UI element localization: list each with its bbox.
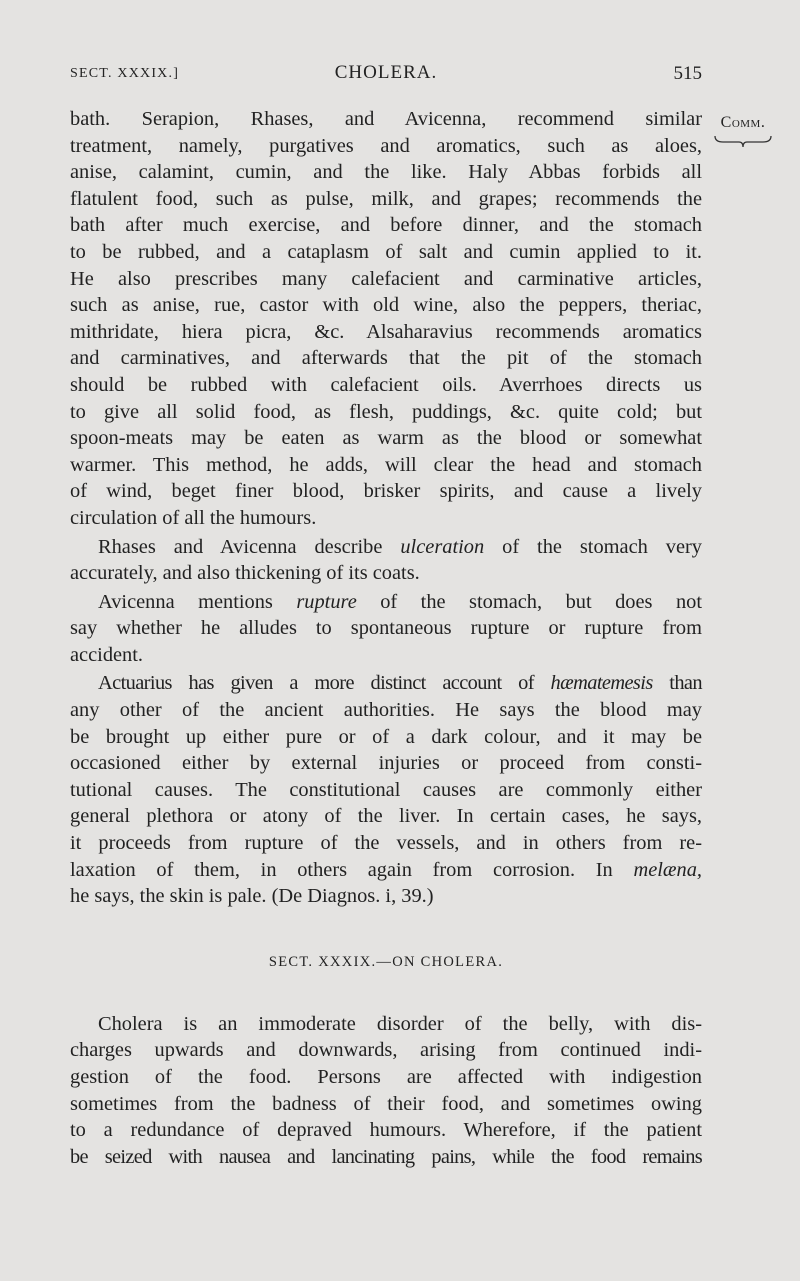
text-line: tutional causes. The constitutional causes are commonly either (70, 778, 702, 801)
text-line: He also prescribes many calefacient and carminative articles, (70, 267, 702, 290)
italic-term: melæna, (633, 858, 702, 881)
text-line: to be rubbed, and a cataplasm of salt and cumin applied to it. (70, 240, 702, 263)
text-line: any other of the ancient authorities. He says the blood may (70, 699, 702, 722)
section-heading: SECT. XXXIX.—ON CHOLERA. (268, 953, 504, 970)
text-line: occasioned either by external injuries or proceed from consti- (70, 752, 702, 775)
italic-term: hæmatemesis (550, 672, 653, 695)
text-line: to a redundance of depraved humours. Wherefore, if the patient (70, 1119, 702, 1142)
text-line: anise, calamint, cumin, and the like. Haly Abbas forbids all (70, 161, 702, 184)
text-line: circulation of all the humours. (70, 506, 317, 529)
page-body (70, 106, 702, 1170)
paragraph-1 (70, 106, 702, 532)
text-line: Cholera is an immoderate disorder of the belly, with dis- (98, 1012, 702, 1035)
text-line: accident. (70, 643, 144, 666)
text-line: it proceeds from rupture of the vessels, and in others from re- (70, 832, 702, 855)
text-line: spoon-meats may be eaten as warm as the blood or somewhat (70, 427, 702, 450)
text-line: be brought up either pure or of a dark colour, and it may be (70, 725, 702, 748)
text-line: bath. Serapion, Rhases, and Avicenna, recommend similar (70, 108, 702, 130)
running-header (70, 62, 702, 88)
text-line: Rhases and Avicenna describe ulceration of the stomach very (98, 535, 702, 558)
page-number: 515 (673, 63, 702, 84)
text-line: of wind, beget finer blood, brisker spirits, and cause a lively (70, 480, 702, 503)
text-line: mithridate, hiera picra, &c. Alsaharavius recommends aromatics (70, 320, 702, 343)
text-line: he says, the skin is pale. (De Diagnos. i, 39.) (70, 885, 434, 908)
paragraph-cholera (70, 1011, 702, 1171)
text-line: be seized with nausea and lancinating pains, while the food remains (70, 1145, 702, 1168)
text-line: accurately, and also thickening of its coats. (70, 562, 420, 585)
text-line: sometimes from the badness of their food, and sometimes owing (70, 1092, 702, 1115)
text-line: laxation of them, in others again from corrosion. In melæna, (70, 858, 702, 881)
italic-term: rupture (296, 590, 357, 613)
text-line: charges upwards and downwards, arising from continued indi- (70, 1039, 702, 1062)
paragraph-3 (70, 589, 702, 669)
text-line: and carminatives, and afterwards that the pit of the stomach (70, 347, 702, 370)
text-line: treatment, namely, purgatives and aromatics, such as aloes, (70, 134, 702, 157)
text-line: warmer. This method, he adds, will clear the head and stomach (70, 453, 702, 476)
margin-note (708, 114, 778, 148)
text-line: flatulent food, such as pulse, milk, and grapes; recommends the (70, 187, 702, 210)
text-line: to give all solid food, as flesh, puddings, &c. quite cold; but (70, 400, 702, 423)
paragraph-2 (70, 534, 702, 587)
section-label: SECT. XXXIX.] (70, 66, 180, 81)
text-line: such as anise, rue, castor with old wine, also the peppers, theriac, (70, 294, 702, 317)
margin-note-label: Comm. (720, 114, 766, 131)
text-line: Avicenna mentions rupture of the stomach, but does not (98, 590, 702, 613)
italic-term: ulceration (400, 535, 485, 558)
text-line: Actuarius has given a more distinct account of hæmatemesis than (98, 672, 702, 695)
text-line: say whether he alludes to spontaneous rupture or rupture from (70, 617, 702, 640)
page-title: CHOLERA. (334, 62, 438, 83)
text-line: general plethora or atony of the liver. In certain cases, he says, (70, 805, 702, 828)
text-line: should be rubbed with calefacient oils. Averrhoes directs us (70, 373, 702, 396)
text-line: gestion of the food. Persons are affected with indigestion (70, 1066, 702, 1088)
paragraph-4 (70, 670, 702, 909)
brace-icon (713, 134, 773, 148)
text-line: bath after much exercise, and before dinner, and the stomach (70, 214, 702, 237)
